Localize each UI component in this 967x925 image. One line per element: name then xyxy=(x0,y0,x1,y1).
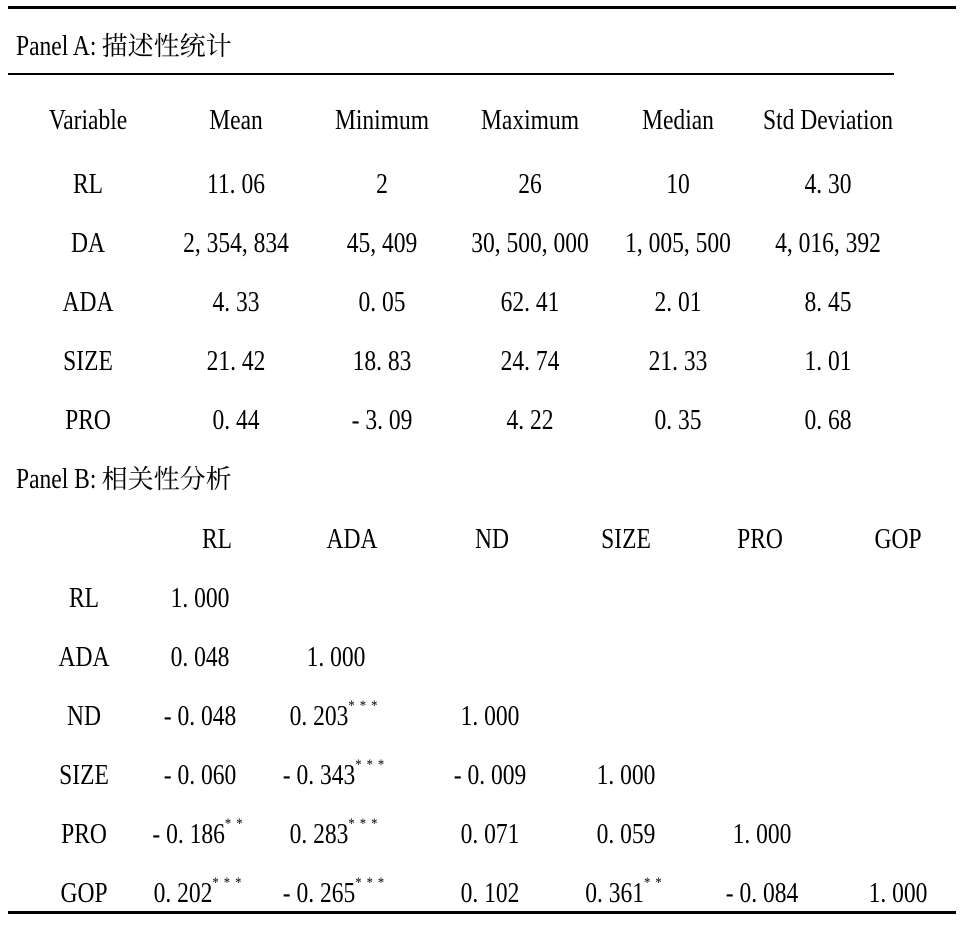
correlation-value: - 0. 084 xyxy=(725,878,799,909)
correlation-value: 0. 048 xyxy=(170,642,230,673)
panel-a-cell: - 3. 09 xyxy=(351,405,413,436)
panel-a-row-label: ADA xyxy=(62,287,114,318)
panel-a-rule xyxy=(8,73,894,75)
panel-b-cell xyxy=(461,880,520,908)
panel-a-cell: 0. 05 xyxy=(358,287,406,318)
panel-b-cell xyxy=(289,816,383,850)
panel-b-header-1: ADA xyxy=(326,524,378,555)
correlation-value: 0. 102 xyxy=(460,878,520,909)
panel-a-cell: 21. 33 xyxy=(648,346,708,377)
panel-b-cell xyxy=(289,698,383,732)
panel-a-cell: 2 xyxy=(376,169,388,200)
significance-stars: ** xyxy=(644,875,667,891)
panel-b-cell xyxy=(307,644,366,672)
panel-b-cell xyxy=(869,880,928,908)
panel-a-header-2: Minimum xyxy=(334,105,430,136)
panel-a-cell: 45, 409 xyxy=(346,228,418,259)
significance-stars: *** xyxy=(348,698,383,714)
significance-stars: *** xyxy=(348,816,383,832)
panel-b-row-label: ND xyxy=(67,701,101,732)
panel-a-cell: 24. 74 xyxy=(500,346,560,377)
panel-a-cell: 1. 01 xyxy=(804,346,852,377)
panel-b-cell xyxy=(726,880,799,908)
panel-a-cell: 30, 500, 000 xyxy=(471,228,589,259)
top-rule xyxy=(8,6,956,9)
panel-a-row-label: PRO xyxy=(65,405,111,436)
panel-b-row-label: SIZE xyxy=(59,760,109,791)
panel-b-header-0: RL xyxy=(201,524,233,555)
significance-stars: *** xyxy=(355,875,390,891)
panel-b-row-label: ADA xyxy=(58,642,110,673)
panel-a-cell: 4. 30 xyxy=(804,169,852,200)
panel-a-cell: 2. 01 xyxy=(654,287,702,318)
panel-a-header-1: Mean xyxy=(209,105,263,136)
bottom-rule xyxy=(8,911,956,914)
panel-b-cell xyxy=(454,762,527,790)
correlation-value: - 0. 060 xyxy=(163,760,237,791)
panel-b-cell xyxy=(152,816,248,850)
significance-stars: *** xyxy=(212,875,247,891)
panel-a-row-label: RL xyxy=(72,169,104,200)
correlation-value: 1. 000 xyxy=(306,642,366,673)
panel-b-header-5: GOP xyxy=(874,524,922,555)
panel-b-cell xyxy=(164,703,237,731)
panel-a-cell: 0. 35 xyxy=(654,405,702,436)
panel-b-row-label: RL xyxy=(68,583,100,614)
panel-a-cell: 26 xyxy=(518,169,542,200)
correlation-value: - 0. 009 xyxy=(453,760,527,791)
panel-b-cell xyxy=(461,821,520,849)
correlation-value: - 0. 343 xyxy=(282,760,356,791)
panel-a-cell: 4. 33 xyxy=(212,287,260,318)
panel-b-cell xyxy=(597,821,656,849)
panel-a-row-label: SIZE xyxy=(63,346,113,377)
panel-a-row-label: DA xyxy=(71,228,105,259)
panel-a-title-en: Panel A: xyxy=(16,31,97,62)
panel-a-header-0: Variable xyxy=(48,105,128,136)
correlation-value: 0. 361 xyxy=(585,878,645,909)
panel-a-cell: 18. 83 xyxy=(352,346,412,377)
panel-b-row-label: PRO xyxy=(61,819,107,850)
panel-a-cell: 1, 005, 500 xyxy=(625,228,731,259)
correlation-value: 0. 283 xyxy=(289,819,349,850)
panel-b-header-3: SIZE xyxy=(601,524,651,555)
panel-b-title-cn: 相关性分析 xyxy=(101,465,232,495)
panel-a-header-3: Maximum xyxy=(480,105,580,136)
panel-a-cell: 11. 06 xyxy=(207,169,265,200)
panel-b-cell xyxy=(282,875,390,909)
correlation-value: 1. 000 xyxy=(596,760,656,791)
panel-b-title-en: Panel B: xyxy=(16,464,97,495)
panel-b-title xyxy=(16,466,232,494)
panel-a-cell: 8. 45 xyxy=(804,287,852,318)
panel-b-cell xyxy=(153,875,247,909)
panel-b-cell xyxy=(171,644,230,672)
panel-a-title-cn: 描述性统计 xyxy=(101,32,232,62)
panel-b-cell xyxy=(171,585,230,613)
panel-b-cell xyxy=(597,762,656,790)
panel-a-cell: 0. 44 xyxy=(212,405,260,436)
panel-b-cell xyxy=(733,821,792,849)
correlation-value: 1. 000 xyxy=(868,878,928,909)
significance-stars: *** xyxy=(355,757,390,773)
panel-a-cell: 10 xyxy=(666,169,690,200)
panel-a-cell: 2, 354, 834 xyxy=(183,228,289,259)
significance-stars: ** xyxy=(224,816,248,832)
panel-b-row-label: GOP xyxy=(60,878,108,909)
panel-b-header-2: ND xyxy=(475,524,509,555)
correlation-value: 0. 059 xyxy=(596,819,656,850)
panel-b-cell xyxy=(282,757,390,791)
panel-a-cell: 21. 42 xyxy=(206,346,266,377)
correlation-value: 0. 071 xyxy=(460,819,520,850)
panel-a-cell: 62. 41 xyxy=(500,287,560,318)
panel-b-cell xyxy=(585,875,667,909)
panel-b-header-4: PRO xyxy=(737,524,783,555)
panel-a-cell: 4. 22 xyxy=(506,405,554,436)
panel-a-cell: 4, 016, 392 xyxy=(775,228,881,259)
correlation-value: 0. 202 xyxy=(153,878,213,909)
panel-b-cell xyxy=(461,703,520,731)
panel-a-header-5: Std Deviation xyxy=(762,105,894,136)
panel-a-cell: 0. 68 xyxy=(804,405,852,436)
correlation-value: - 0. 048 xyxy=(163,701,237,732)
panel-b-cell xyxy=(164,762,237,790)
correlation-value: - 0. 265 xyxy=(282,878,356,909)
correlation-value: 1. 000 xyxy=(170,583,230,614)
correlation-value: 0. 203 xyxy=(289,701,349,732)
correlation-value: - 0. 186 xyxy=(152,819,225,850)
correlation-value: 1. 000 xyxy=(732,819,792,850)
panel-a-title xyxy=(16,33,232,61)
correlation-value: 1. 000 xyxy=(460,701,520,732)
panel-a-header-4: Median xyxy=(642,105,714,136)
